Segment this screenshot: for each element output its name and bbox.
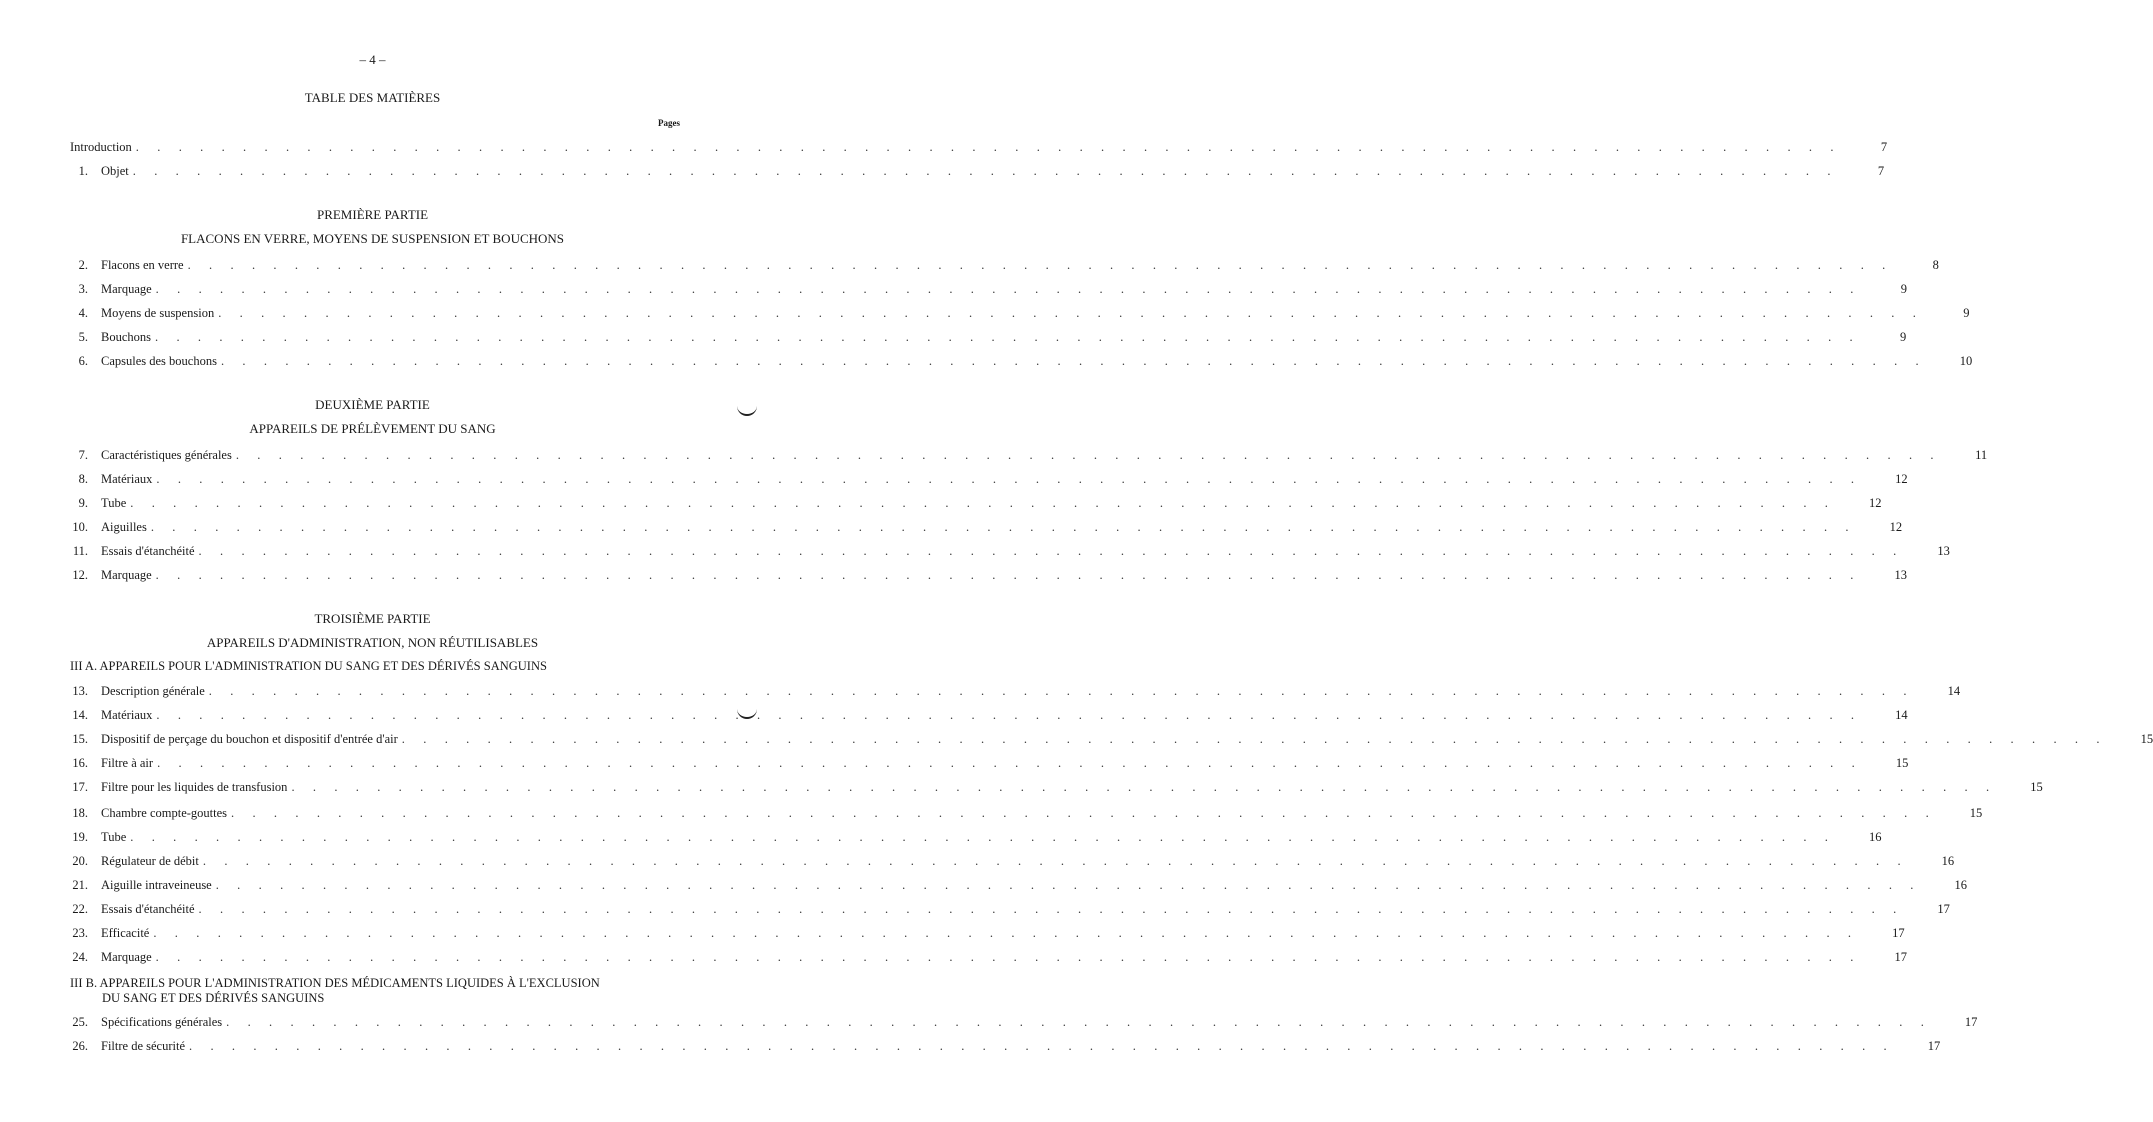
toc-entry-number: 18.: [72, 806, 88, 820]
part-two-label: DEUXIÈME PARTIE: [315, 397, 430, 412]
toc-entry-label: Chambre compte-gouttes: [101, 806, 228, 820]
part-one-label: PREMIÈRE PARTIE: [316, 207, 429, 222]
toc-entry-page: 15: [1895, 756, 1909, 770]
toc-entry: [66, 756, 1909, 772]
toc-entry-label: Efficacité: [101, 926, 150, 940]
toc-leader-dots: . . . . . . . . . . . . . . . . . . . . . . . . . . . . . . . . . . . . . . . . . . . . . . . . . . . . . . . . . . . . . . . . . . . . . . . . . . . . . . . .: [132, 164, 1839, 178]
toc-entry-page: 16: [1869, 830, 1882, 844]
toc-entry: [66, 684, 1961, 700]
toc-entry-number: 3.: [78, 282, 88, 296]
toc-entry-label: Matériaux: [101, 708, 153, 722]
toc-entry-page: 13: [1894, 568, 1907, 582]
toc-entry-page: 14: [1947, 684, 1961, 698]
toc-entry-label: Aiguilles: [101, 520, 147, 534]
toc-entry-label: Dispositif de perçage du bouchon et dispositif d'entrée d'air: [101, 732, 398, 746]
toc-entry-number: 17.: [72, 780, 88, 794]
toc-entry: [66, 708, 1908, 724]
toc-entry-page: 9: [1900, 330, 1907, 344]
toc-entry-number: 26.: [72, 1039, 88, 1053]
toc-entry: [66, 448, 1988, 464]
toc-entry: [66, 902, 1950, 918]
toc-entry-label: Filtre de sécurité: [101, 1039, 185, 1053]
part-two-title: APPAREILS DE PRÉLÈVEMENT DU SANG: [249, 421, 496, 436]
toc-leader-dots: . . . . . . . . . . . . . . . . . . . . . . . . . . . . . . . . . . . . . . . . . . . . . . . . . . . . . . . . . . . . . . . . . . . . . . . . . . . . . . . .: [401, 732, 2108, 746]
toc-entry: [66, 496, 1882, 512]
toc-leader-dots: . . . . . . . . . . . . . . . . . . . . . . . . . . . . . . . . . . . . . . . . . . . . . . . . . . . . . . . . . . . . . . . . . . . . . . . . . . . . . . . .: [198, 544, 1904, 558]
toc-entry-label: Filtre à air: [101, 756, 154, 770]
toc-leader-dots: . . . . . . . . . . . . . . . . . . . . . . . . . . . . . . . . . . . . . . . . . . . . . . . . . . . . . . . . . . . . . . . . . . . . . . . . . . . . . . . .: [130, 496, 1836, 510]
toc-entry: [66, 950, 1907, 966]
margin-mark: [737, 406, 757, 416]
toc-entry-page: 9: [1963, 306, 1970, 320]
toc-entry-page: 15: [1969, 806, 1983, 820]
section-iiia-heading: III A. APPAREILS POUR L'ADMINISTRATION DU SANG ET DES DÉRIVÉS SANGUINS: [70, 659, 547, 673]
toc-leader-dots: . . . . . . . . . . . . . . . . . . . . . . . . . . . . . . . . . . . . . . . . . . . . . . . . . . . . . . . . . . . . . . . . . . . . . . . . . . . . . . . .: [202, 854, 1909, 868]
toc-entry: [66, 140, 1888, 156]
toc-entry: [66, 1015, 1978, 1031]
toc-leader-dots: . . . . . . . . . . . . . . . . . . . . . . . . . . . . . . . . . . . . . . . . . . . . . . . . . . . . . . . . . . . . . . . . . . . . . . . . . . . . . . . .: [153, 926, 1859, 940]
part-three-label: TROISIÈME PARTIE: [314, 611, 431, 626]
toc-entry-page: 13: [1937, 544, 1950, 558]
toc-leader-dots: . . . . . . . . . . . . . . . . . . . . . . . . . . . . . . . . . . . . . . . . . . . . . . . . . . . . . . . . . . . . . . . . . . . . . . . . . . . . . . . .: [155, 330, 1861, 344]
toc-entry: [66, 258, 1939, 274]
toc-entry-page: 17: [1964, 1015, 1978, 1029]
toc-entry-page: 9: [1900, 282, 1907, 296]
toc-leader-dots: . . . . . . . . . . . . . . . . . . . . . . . . . . . . . . . . . . . . . . . . . . . . . . . . . . . . . . . . . . . . . . . . . . . . . . . . . . . . . . . .: [155, 950, 1861, 964]
toc-leader-dots: . . . . . . . . . . . . . . . . . . . . . . . . . . . . . . . . . . . . . . . . . . . . . . . . . . . . . . . . . . . . . . . . . . . . . . . . . . . . . . . .: [218, 306, 1924, 320]
toc-entry-label: Marquage: [101, 568, 152, 582]
toc-entry-page: 14: [1895, 708, 1908, 722]
section-iiib-line2: DU SANG ET DES DÉRIVÉS SANGUINS: [102, 991, 325, 1005]
toc-leader-dots: . . . . . . . . . . . . . . . . . . . . . . . . . . . . . . . . . . . . . . . . . . . . . . . . . . . . . . . . . . . . . . . . . . . . . . . . . . . . . . . .: [226, 1015, 1932, 1029]
toc-entry-page: 17: [1937, 902, 1950, 916]
toc-entry-number: 25.: [72, 1015, 88, 1029]
toc-entry: [66, 306, 1970, 322]
toc-entry-label: Tube: [101, 830, 127, 844]
toc-entry: [66, 282, 1907, 298]
toc-entry-label: Filtre pour les liquides de transfusion: [101, 780, 288, 794]
toc-entry: [66, 472, 1908, 488]
toc-leader-dots: . . . . . . . . . . . . . . . . . . . . . . . . . . . . . . . . . . . . . . . . . . . . . . . . . . . . . . . . . . . . . . . . . . . . . . . . . . . . . . . .: [198, 902, 1904, 916]
toc-entry-label: Caractéristiques générales: [101, 448, 232, 462]
toc-entry-page: 15: [2030, 780, 2043, 794]
toc-leader-dots: . . . . . . . . . . . . . . . . . . . . . . . . . . . . . . . . . . . . . . . . . . . . . . . . . . . . . . . . . . . . . . . . . . . . . . . . . . . . . . . .: [291, 780, 1997, 794]
toc-entry: [66, 780, 2043, 796]
toc-entry: [66, 164, 1885, 180]
pages-column-label: Pages: [658, 118, 680, 128]
toc-entry-number: 14.: [72, 708, 88, 722]
toc-entry-label: Matériaux: [101, 472, 153, 486]
toc-leader-dots: . . . . . . . . . . . . . . . . . . . . . . . . . . . . . . . . . . . . . . . . . . . . . . . . . . . . . . . . . . . . . . . . . . . . . . . . . . . . . . . .: [150, 520, 1857, 534]
section-iiib-line1: III B. APPAREILS POUR L'ADMINISTRATION DES MÉDICAMENTS LIQUIDES À L'EXCLUSION: [70, 976, 600, 990]
toc-entry: [66, 544, 1950, 560]
toc-leader-dots: . . . . . . . . . . . . . . . . . . . . . . . . . . . . . . . . . . . . . . . . . . . . . . . . . . . . . . . . . . . . . . . . . . . . . . . . . . . . . . . .: [231, 806, 1937, 820]
toc-entry-page: 10: [1959, 354, 1973, 368]
toc-entry-number: 23.: [72, 926, 88, 940]
toc-entry: [66, 926, 1905, 942]
toc-entry-number: 16.: [72, 756, 88, 770]
toc-leader-dots: . . . . . . . . . . . . . . . . . . . . . . . . . . . . . . . . . . . . . . . . . . . . . . . . . . . . . . . . . . . . . . . . . . . . . . . . . . . . . . . .: [187, 258, 1893, 272]
toc-entry-label: Régulateur de débit: [101, 854, 199, 868]
toc-entry-label: Introduction: [70, 140, 132, 154]
toc-leader-dots: . . . . . . . . . . . . . . . . . . . . . . . . . . . . . . . . . . . . . . . . . . . . . . . . . . . . . . . . . . . . . . . . . . . . . . . . . . . . . . . .: [189, 1039, 1895, 1053]
toc-entry-label: Flacons en verre: [101, 258, 184, 272]
toc-entry-number: 19.: [72, 830, 88, 844]
toc-entry: [66, 1039, 1941, 1055]
part-three-title: APPAREILS D'ADMINISTRATION, NON RÉUTILISABLES: [206, 635, 539, 650]
toc-leader-dots: . . . . . . . . . . . . . . . . . . . . . . . . . . . . . . . . . . . . . . . . . . . . . . . . . . . . . . . . . . . . . . . . . . . . . . . . . . . . . . . .: [130, 830, 1836, 844]
toc-entry-number: 13.: [72, 684, 88, 698]
toc-entry-label: Aiguille intraveineuse: [101, 878, 212, 892]
page-number: – 4 –: [359, 52, 386, 67]
toc-entry-number: 7.: [78, 448, 88, 462]
toc-entry-page: 17: [1894, 950, 1907, 964]
toc-entry-page: 12: [1889, 520, 1903, 534]
toc-entry-page: 7: [1880, 140, 1888, 154]
toc-entry-number: 11.: [72, 544, 88, 558]
toc-entry-label: Capsules des bouchons: [101, 354, 217, 368]
toc-entry: [66, 330, 1907, 346]
toc-leader-dots: . . . . . . . . . . . . . . . . . . . . . . . . . . . . . . . . . . . . . . . . . . . . . . . . . . . . . . . . . . . . . . . . . . . . . . . . . . . . . . . .: [157, 756, 1863, 770]
toc-entry-label: Marquage: [101, 950, 152, 964]
toc-leader-dots: . . . . . . . . . . . . . . . . . . . . . . . . . . . . . . . . . . . . . . . . . . . . . . . . . . . . . . . . . . . . . . . . . . . . . . . . . . . . . . . .: [155, 568, 1861, 582]
toc-entry: [66, 854, 1955, 870]
toc-entry-page: 15: [2140, 732, 2153, 746]
toc-entry-page: 7: [1877, 164, 1885, 178]
toc-entry-label: Essais d'étanchéité: [101, 902, 195, 916]
toc-entry-number: 15.: [72, 732, 88, 746]
toc-entry-number: 5.: [78, 330, 88, 344]
toc-entry-number: 10.: [72, 520, 88, 534]
toc-entry-number: 24.: [72, 950, 88, 964]
toc-entry-label: Objet: [101, 164, 129, 178]
toc-leader-dots: . . . . . . . . . . . . . . . . . . . . . . . . . . . . . . . . . . . . . . . . . . . . . . . . . . . . . . . . . . . . . . . . . . . . . . . . . . . . . . . .: [156, 708, 1862, 722]
toc-leader-dots: . . . . . . . . . . . . . . . . . . . . . . . . . . . . . . . . . . . . . . . . . . . . . . . . . . . . . . . . . . . . . . . . . . . . . . . . . . . . . . . .: [208, 684, 1915, 698]
toc-entry-label: Essais d'étanchéité: [101, 544, 195, 558]
section-iiib-heading: [70, 976, 690, 1006]
toc-entry-label: Spécifications générales: [101, 1015, 223, 1029]
toc-leader-dots: . . . . . . . . . . . . . . . . . . . . . . . . . . . . . . . . . . . . . . . . . . . . . . . . . . . . . . . . . . . . . . . . . . . . . . . . . . . . . . . .: [235, 448, 1942, 462]
toc-entry-page: 12: [1869, 496, 1882, 510]
toc-entry-number: 20.: [72, 854, 88, 868]
toc-entry-label: Bouchons: [101, 330, 151, 344]
toc-entry: [66, 830, 1882, 846]
toc-entry: [66, 354, 1973, 370]
toc-entry-number: 12.: [72, 568, 88, 582]
toc-entry-page: 17: [1892, 926, 1905, 940]
toc-entry-number: 22.: [72, 902, 88, 916]
toc-entry-number: 2.: [78, 258, 88, 272]
toc-entry-number: 4.: [78, 306, 88, 320]
toc-entry-number: 1.: [78, 164, 88, 178]
toc-entry-page: 17: [1927, 1039, 1941, 1053]
toc-entry-page: 16: [1941, 854, 1955, 868]
part-one-title: FLACONS EN VERRE, MOYENS DE SUSPENSION ET BOUCHONS: [180, 231, 565, 246]
toc-entry-number: 9.: [78, 496, 88, 510]
toc-entry-label: Tube: [101, 496, 127, 510]
toc-leader-dots: . . . . . . . . . . . . . . . . . . . . . . . . . . . . . . . . . . . . . . . . . . . . . . . . . . . . . . . . . . . . . . . . . . . . . . . . . . . . . . . .: [156, 472, 1862, 486]
toc-entry: [66, 520, 1903, 536]
toc-entry-number: 21.: [72, 878, 88, 892]
toc-entry-page: 8: [1932, 258, 1939, 272]
toc-leader-dots: . . . . . . . . . . . . . . . . . . . . . . . . . . . . . . . . . . . . . . . . . . . . . . . . . . . . . . . . . . . . . . . . . . . . . . . . . . . . . . . .: [155, 282, 1861, 296]
toc-entry-page: 11: [1975, 448, 1988, 462]
toc-leader-dots: . . . . . . . . . . . . . . . . . . . . . . . . . . . . . . . . . . . . . . . . . . . . . . . . . . . . . . . . . . . . . . . . . . . . . . . . . . . . . . . .: [215, 878, 1922, 892]
toc-entry: [66, 806, 1983, 822]
toc-title: TABLE DES MATIÈRES: [304, 90, 441, 105]
toc-entry-label: Description générale: [101, 684, 205, 698]
toc-entry-label: Marquage: [101, 282, 152, 296]
toc-entry: [66, 568, 1907, 584]
toc-entry: [66, 732, 2153, 748]
toc-entry-page: 16: [1954, 878, 1968, 892]
toc-entry-number: 6.: [78, 354, 88, 368]
toc-entry: [66, 878, 1968, 894]
toc-entry-number: 8.: [78, 472, 88, 486]
toc-leader-dots: . . . . . . . . . . . . . . . . . . . . . . . . . . . . . . . . . . . . . . . . . . . . . . . . . . . . . . . . . . . . . . . . . . . . . . . . . . . . . . . .: [220, 354, 1927, 368]
toc-entry-page: 12: [1895, 472, 1908, 486]
toc-entry-label: Moyens de suspension: [101, 306, 215, 320]
toc-leader-dots: . . . . . . . . . . . . . . . . . . . . . . . . . . . . . . . . . . . . . . . . . . . . . . . . . . . . . . . . . . . . . . . . . . . . . . . . . . . . . . . .: [135, 140, 1842, 154]
